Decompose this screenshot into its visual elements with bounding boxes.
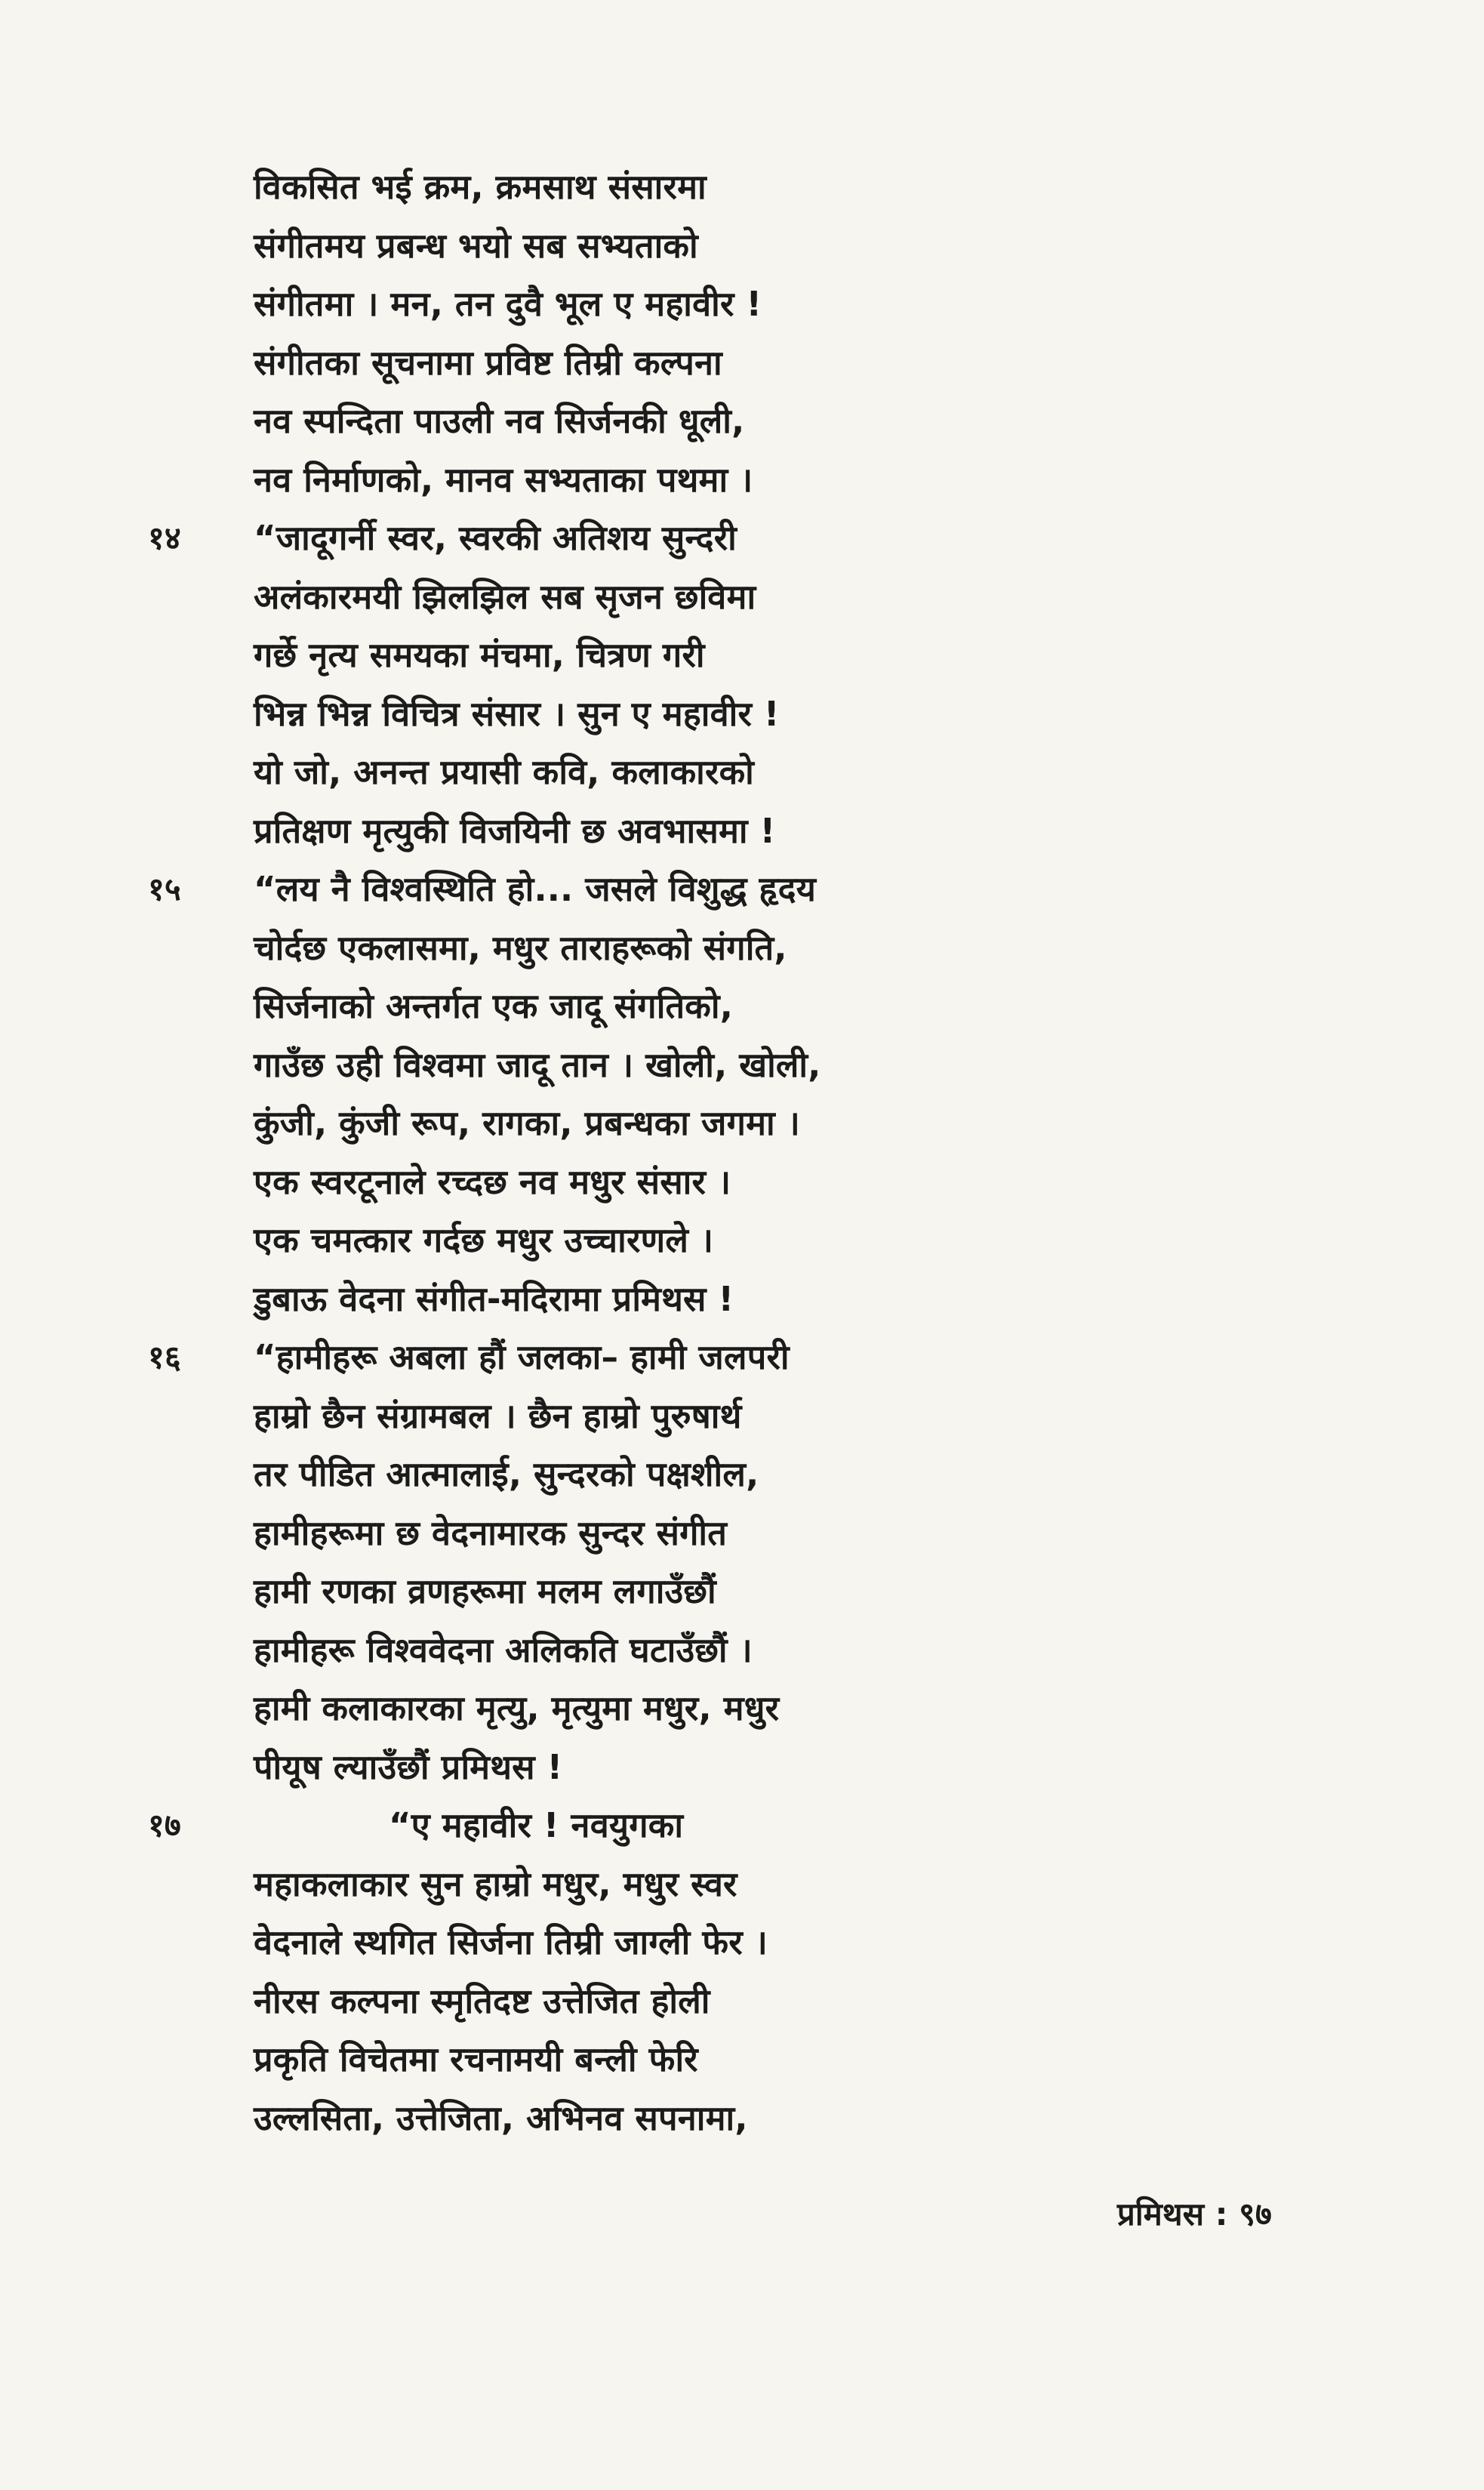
stanza-number: १५ <box>148 871 181 908</box>
poem-line: संगीतमय प्रबन्ध भयो सब सभ्यताको <box>254 226 698 266</box>
poem-line: यो जो, अनन्त प्रयासी कवि, कलाकारको <box>254 752 755 792</box>
poem-line: महाकलाकार सुन हाम्रो मधुर, मधुर स्वर <box>254 1864 737 1904</box>
poem-line: तर पीडित आत्मालाई, सुन्दरको पक्षशील, <box>254 1454 759 1494</box>
poem-line: डुबाऊ वेदना संगीत-मदिरामा प्रमिथस ! <box>254 1279 734 1319</box>
poem-line: भिन्न भिन्न विचित्र संसार । सुन ए महावीर ! <box>254 694 780 734</box>
poem-line: प्रकृति विचेतमा रचनामयी बन्ली फेरि <box>254 2039 698 2079</box>
poem-line: विकसित भई क्रम, क्रमसाथ संसारमा <box>254 167 707 207</box>
poem-line: हामी रणका व्रणहरूमा मलम लगाउँछौं <box>254 1571 716 1611</box>
poem-line: हाम्रो छैन संग्रामबल । छैन हाम्रो पुरुषार्थ <box>254 1396 742 1436</box>
poem-line: पीयूष ल्याउँछौं प्रमिथस ! <box>254 1747 563 1787</box>
poem-line: हामीहरूमा छ वेदनामारक सुन्दर संगीत <box>254 1513 728 1553</box>
poem-line: प्रतिक्षण मृत्युकी विजयिनी छ अवभासमा ! <box>254 811 776 851</box>
poem-line: हामी कलाकारका मृत्यु, मृत्युमा मधुर, मधुर <box>254 1688 780 1728</box>
poem-line: गर्छे नृत्य समयका मंचमा, चित्रण गरी <box>254 635 705 675</box>
poem-line: सिर्जनाको अन्तर्गत एक जादू संगतिको, <box>254 986 734 1026</box>
poem-line: हामीहरू विश्ववेदना अलिकति घटाउँछौं । <box>254 1630 753 1670</box>
poem-line: एक चमत्कार गर्दछ मधुर उच्चारणले । <box>254 1220 714 1260</box>
poem-line: “जादूगर्नी स्वर, स्वरकी अतिशय सुन्दरी <box>254 518 737 558</box>
poem-line: “लय नै विश्वस्थिति हो... जसले विशुद्ध हृदय <box>254 869 817 909</box>
poem-line: वेदनाले स्थगित सिर्जना तिम्री जाग्ली फेर । <box>254 1922 768 1962</box>
poem-line: “हामीहरू अबला हौं जलका– हामी जलपरी <box>254 1337 790 1377</box>
stanza-number: १६ <box>148 1339 181 1376</box>
poem-line: “ए महावीर ! नवयुगका <box>389 1805 684 1845</box>
poem-line: नव स्पन्दिता पाउली नव सिर्जनकी धूली, <box>254 401 745 441</box>
stanza-number: १७ <box>148 1807 181 1844</box>
poem-line: अलंकारमयी झिलझिल सब सृजन छविमा <box>254 577 756 617</box>
poem-line: गाउँछ उही विश्वमा जादू तान । खोली, खोली, <box>254 1045 821 1085</box>
poem-line: नीरस कल्पना स्मृतिदष्ट उत्तेजित होली <box>254 1981 710 2021</box>
poem-line: संगीतमा । मन, तन दुवै भूल ए महावीर ! <box>254 284 762 324</box>
poem-line: नव निर्माणको, मानव सभ्यताका पथमा । <box>254 460 753 500</box>
poem-line: चोर्दछ एकलासमा, मधुर ताराहरूको संगति, <box>254 928 787 968</box>
poem-line: कुंजी, कुंजी रूप, रागका, प्रबन्धका जगमा । <box>254 1103 801 1143</box>
poem-line: एक स्वरटूनाले रच्दछ नव मधुर संसार । <box>254 1162 731 1202</box>
page-footer: प्रमिथस : ९७ <box>1117 2196 1272 2233</box>
poem-line: संगीतका सूचनामा प्रविष्ट तिम्री कल्पना <box>254 343 722 383</box>
poem-line: उल्लसिता, उत्तेजिता, अभिनव सपनामा, <box>254 2098 748 2138</box>
stanza-number: १४ <box>148 519 181 556</box>
